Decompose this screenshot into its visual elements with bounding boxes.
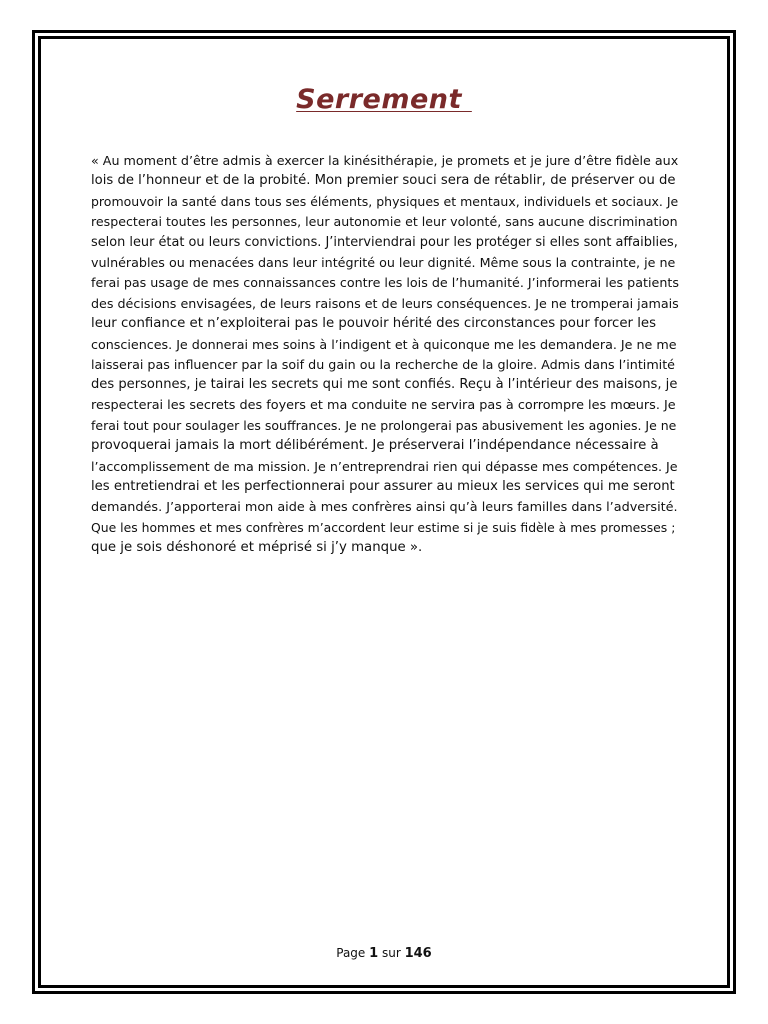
page-number-prefix: Page — [336, 946, 370, 960]
oath-line: vulnérables ou menacées dans leur intégrité ou leur dignité. Même sous la contrainte, je ne — [91, 254, 676, 270]
oath-line: des personnes, je tairai les secrets qui me sont confiés. Reçu à l’intérieur des maisons, je — [91, 377, 678, 393]
oath-line: « Au moment d’être admis à exercer la kinésithérapie, je promets et je jure d’être fidèle aux — [91, 153, 679, 168]
oath-line: provoquerai jamais la mort délibérément. Je préserverai l’indépendance nécessaire à — [91, 438, 659, 454]
oath-line: que je sois déshonoré et méprisé si j’y manque ». — [91, 540, 423, 556]
oath-line: respecterai les secrets des foyers et ma conduite ne servira pas à corrompre les mœurs. Je — [91, 397, 676, 413]
oath-line: selon leur état ou leurs convictions. J’interviendrai pour les protéger si elles sont affaiblies, — [91, 234, 678, 250]
oath-line: laisserai pas influencer par la soif du gain ou la recherche de la gloire. Admis dans l’intimité — [91, 356, 675, 372]
oath-line: demandés. J’apporterai mon aide à mes confrères ainsi qu’à leurs familles dans l’adversité. — [91, 499, 678, 515]
page-number-separator: sur — [378, 946, 405, 960]
current-page-number: 1 — [369, 946, 379, 961]
oath-paragraph — [91, 151, 679, 559]
oath-line: ferai tout pour soulager les souffrances. Je ne prolongerai pas abusivement les agonies. Je ne — [91, 418, 677, 434]
document-title — [0, 84, 768, 115]
total-pages-number: 146 — [404, 946, 432, 961]
oath-line: leur confiance et n’exploiterai pas le pouvoir hérité des circonstances pour forcer les — [91, 316, 657, 332]
oath-line: ferai pas usage de mes connaissances contre les lois de l’humanité. J’informerai les patients — [91, 275, 679, 291]
oath-line: les entretiendrai et les perfectionnerai pour assurer au mieux les services qui me seront — [91, 479, 675, 495]
oath-line: l’accomplissement de ma mission. Je n’entreprendrai rien qui dépasse mes compétences. Je — [91, 458, 678, 474]
oath-line: respecterai toutes les personnes, leur autonomie et leur volonté, sans aucune discrimination — [91, 214, 678, 230]
page-footer — [0, 946, 768, 961]
document-title-text: Serrement — [296, 84, 472, 115]
oath-line: lois de l’honneur et de la probité. Mon premier souci sera de rétablir, de préserver ou de — [91, 173, 676, 189]
oath-line: promouvoir la santé dans tous ses éléments, physiques et mentaux, individuels et sociaux. Je — [91, 193, 679, 209]
oath-line: Que les hommes et mes confrères m’accordent leur estime si je suis fidèle à mes promesses ; — [91, 520, 676, 536]
oath-line: consciences. Je donnerai mes soins à l’indigent et à quiconque me les demandera. Je ne me — [91, 336, 677, 352]
oath-line: des décisions envisagées, de leurs raisons et de leurs conséquences. Je ne tromperai jamais — [91, 295, 679, 311]
